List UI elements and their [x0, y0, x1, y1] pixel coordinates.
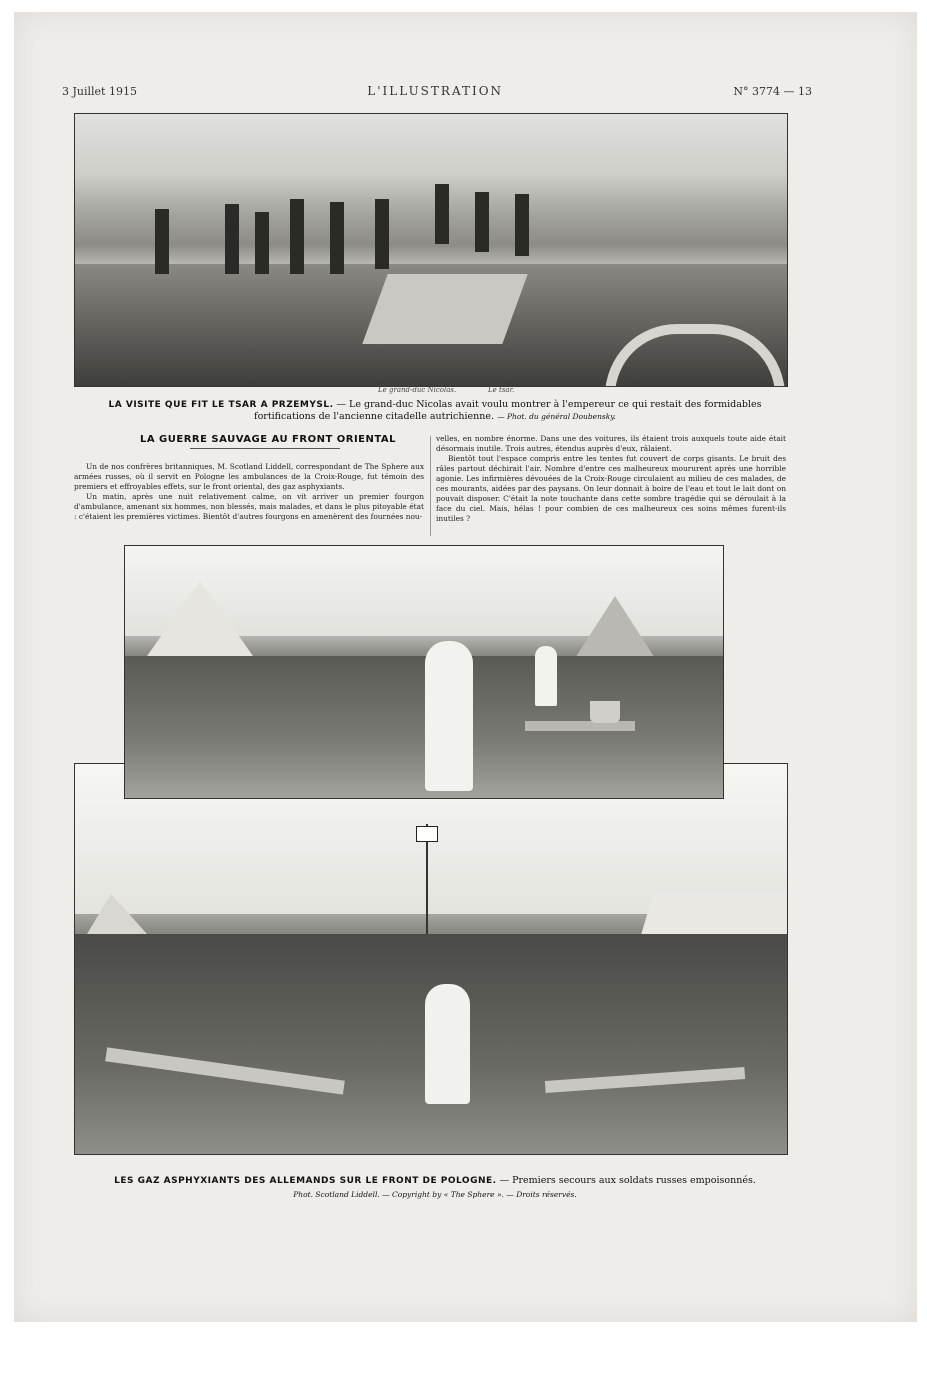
issue-number: N° 3774	[733, 85, 780, 98]
officer-figure	[515, 194, 529, 256]
photo-gas-victims-field	[74, 763, 788, 1155]
column-divider	[430, 436, 431, 536]
wooden-table	[525, 721, 635, 731]
issue-date: 3 Juillet 1915	[62, 85, 137, 98]
bottom-photo-caption	[80, 1175, 790, 1187]
officer-figure	[330, 202, 344, 274]
officer-figure	[225, 204, 239, 274]
label-grand-duc: Le grand-duc Nicolas.	[378, 386, 457, 394]
bottom-caption-text: — Premiers secours aux soldats russes empoisonnés.	[499, 1175, 756, 1186]
stone-block	[362, 274, 527, 344]
article-paragraph: Un de nos confrères britanniques, M. Scotland Liddell, correspondant de The Sphere aux armées russes, où il servit en Pologne les ambulances de la Croix-Rouge, fut témoin des premiers et effroyables effets, sur le front oriental, des gaz asphyxiants.	[74, 462, 424, 491]
page-number: — 13	[783, 85, 812, 98]
officer-figure	[475, 192, 489, 252]
top-caption-title: LA VISITE QUE FIT LE TSAR A PRZEMYSL.	[108, 400, 334, 410]
article-title: LA GUERRE SAUVAGE AU FRONT ORIENTAL	[139, 434, 397, 445]
officer-figure	[290, 199, 304, 274]
photo-ambulance-camp	[124, 545, 724, 799]
journal-title: L'ILLUSTRATION	[367, 84, 504, 98]
officer-figure	[255, 212, 269, 274]
bottom-photo-credit: Phot. Scotland Liddell. — Copyright by « The Sphere ». — Droits réservés.	[293, 1190, 577, 1199]
bottom-caption-title: LES GAZ ASPHYXIANTS DES ALLEMANDS SUR LE FRONT DE POLOGNE.	[114, 1176, 497, 1186]
article-column-left	[74, 462, 424, 522]
red-cross-flag	[416, 826, 438, 842]
top-caption-credit: — Phot. du général Doubensky.	[497, 412, 616, 421]
title-rule	[190, 448, 340, 449]
top-caption-text: — Le grand-duc Nicolas avait voulu montrer à l'empereur ce qui restait des formidables fortifications de l'ancienne citadelle autrichienne.	[254, 399, 762, 422]
article-paragraph: velles, en nombre énorme. Dans une des voitures, ils étaient trois auxquels toute aide était désormais inutile. Trois autres, étendus auprès d'eux, râlaient.	[436, 434, 786, 453]
running-head	[62, 84, 812, 98]
photo-tsar-przemysl	[74, 113, 788, 387]
issue-page	[733, 85, 812, 98]
officer-figure	[155, 209, 169, 274]
top-photo-caption	[80, 399, 790, 423]
officer-figure	[435, 184, 449, 244]
water-bucket	[590, 701, 620, 723]
label-tsar: Le tsar.	[488, 386, 515, 394]
article-paragraph: Un matin, après une nuit relativement calme, on vit arriver un premier fourgon d'ambulance, amenant six hommes, non blessés, mais malades, et dans le plus pitoyable état : c'étaient les premières victimes. Bientôt d'autres fourgons en amenèrent des fournées nou-	[74, 492, 424, 521]
article-column-right	[436, 434, 786, 524]
nurse-figure	[425, 984, 470, 1104]
article-paragraph: Bientôt tout l'espace compris entre les tentes fut couvert de corps gisants. Le bruit des râles partout déchirait l'air. Nombre d'entre ces malheureux moururent après une horrible agonie. Les infirmières dévouées de la Croix-Rouge circulaient au milieu de ces malades, de ces mourants, aidées par des paysans. On leur donnait à boire de l'eau et tout le lait dont on pouvait disposer. C'était la note touchante dans cette sombre tragédie qui se déroulait à la face du ciel. Mais, hélas ! pour combien de ces malheureux ces soins mêmes furent-ils inutiles ?	[436, 454, 786, 523]
officer-figure	[375, 199, 389, 269]
nurse-figure	[425, 641, 473, 791]
nurse-figure	[535, 646, 557, 706]
